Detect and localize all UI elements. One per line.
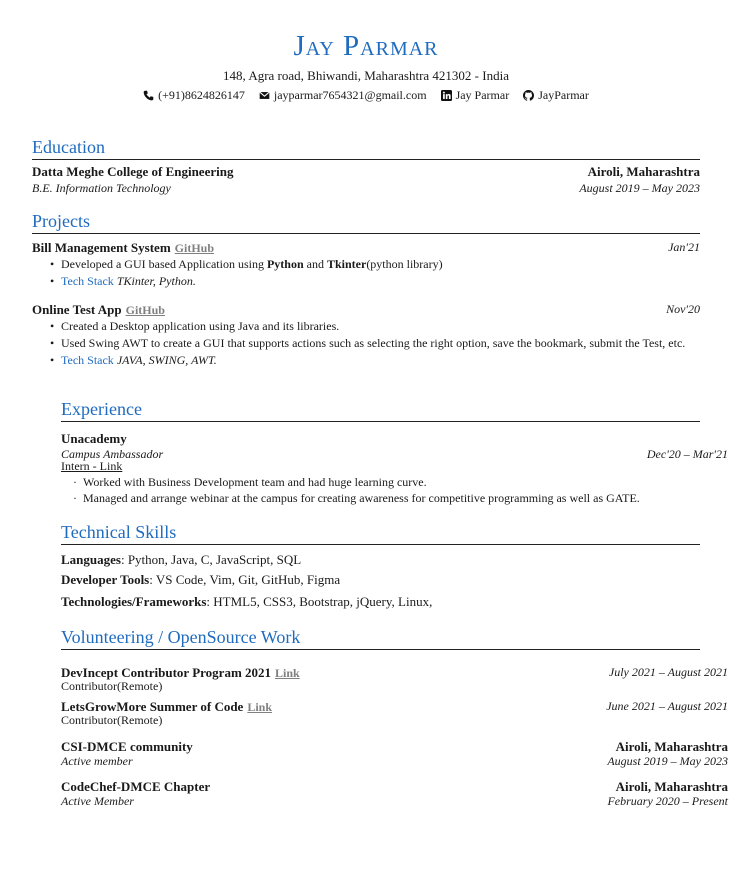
- education-degree: B.E. Information Technology: [32, 181, 171, 195]
- tech-stack-label: Tech Stack: [61, 353, 114, 367]
- list-item: • Created a Desktop application using Java and its libraries.: [32, 319, 692, 333]
- linkedin-icon: [441, 90, 452, 101]
- list-item: [32, 274, 700, 288]
- education-rule: [32, 159, 700, 160]
- volunteering-rule: [61, 649, 700, 650]
- education-dates: August 2019 – May 2023: [579, 181, 700, 195]
- experience-dates: Dec'20 – Mar'21: [646, 447, 728, 461]
- list-item: • Used Swing AWT to create a GUI that supports actions such as selecting the right option, save the bookmark, submit the Test, etc.: [32, 336, 692, 350]
- volunteer-dates: February 2020 – Present: [607, 794, 728, 808]
- volunteer-title: LetsGrowMore Summer of Code: [61, 699, 244, 714]
- github-contact[interactable]: [523, 88, 589, 103]
- address: 148, Agra road, Bhiwandi, Maharashtra 421302 - India: [223, 68, 509, 83]
- project-date: Jan'21: [668, 240, 700, 254]
- project-title: Bill Management System: [32, 240, 171, 255]
- experience-heading: Experience: [61, 399, 142, 419]
- projects-rule: [32, 233, 700, 234]
- project-title: Online Test App: [32, 302, 122, 317]
- experience-company: Unacademy: [61, 431, 127, 446]
- tech-stack-value: JAVA, SWING, AWT.: [116, 353, 217, 367]
- resume-name: Jay Parmar: [293, 30, 439, 62]
- list-item: · Managed and arrange webinar at the campus for creating awareness for competitive programming as well as GATE.: [61, 491, 729, 505]
- email-contact[interactable]: [259, 88, 427, 103]
- skill-row-tools: Developer Tools: VS Code, Vim, Git, GitHub, Figma: [61, 572, 341, 587]
- education-school: Datta Meghe College of Engineering: [32, 164, 234, 179]
- volunteer-link[interactable]: Link: [275, 666, 300, 680]
- list-item: · Worked with Business Development team and had huge learning curve.: [61, 475, 729, 489]
- project-title-row: [32, 301, 165, 319]
- experience-type-link[interactable]: Intern - Link: [61, 459, 123, 473]
- volunteer-link[interactable]: Link: [247, 700, 273, 714]
- projects-heading: Projects: [32, 211, 90, 231]
- skills-heading: Technical Skills: [61, 522, 177, 542]
- volunteering-heading: Volunteering / OpenSource Work: [61, 627, 301, 647]
- contact-row: [0, 88, 732, 103]
- volunteer-dates: August 2019 – May 2023: [607, 754, 728, 768]
- skill-row-frameworks: Technologies/Frameworks: HTML5, CSS3, Bootstrap, jQuery, Linux,: [61, 594, 433, 609]
- volunteer-role: Active Member: [61, 794, 134, 808]
- tech-stack-value: TKinter, Python.: [116, 274, 196, 288]
- project-title-row: [32, 239, 214, 257]
- experience-points: [61, 475, 729, 505]
- volunteer-dates: July 2021 – August 2021: [608, 665, 728, 679]
- list-item: • Developed a GUI based Application using Python and Tkinter(python library): [32, 257, 700, 271]
- project-bullets: [32, 257, 700, 288]
- github-icon: [523, 90, 534, 101]
- linkedin-contact[interactable]: [441, 88, 510, 103]
- skill-row-languages: Languages: Python, Java, C, JavaScript, SQL: [61, 552, 302, 567]
- volunteer-title: CSI-DMCE community: [61, 739, 193, 754]
- volunteer-role: Contributor(Remote): [61, 679, 163, 693]
- project-github-link[interactable]: GitHub: [174, 241, 215, 255]
- volunteer-location: Airoli, Maharashtra: [615, 739, 728, 754]
- experience-rule: [61, 421, 700, 422]
- project-date: Nov'20: [666, 302, 700, 316]
- education-heading: Education: [32, 137, 105, 157]
- volunteer-role: Contributor(Remote): [61, 713, 163, 727]
- volunteer-role: Active member: [61, 754, 133, 768]
- volunteer-title: DevIncept Contributor Program 2021: [61, 665, 272, 680]
- skills-rule: [61, 544, 700, 545]
- phone-contact[interactable]: [143, 88, 245, 103]
- project-bullets: [32, 319, 692, 367]
- list-item: [32, 353, 692, 367]
- volunteer-location: Airoli, Maharashtra: [615, 779, 728, 794]
- project-github-link[interactable]: GitHub: [125, 303, 165, 317]
- volunteer-dates: June 2021 – August 2021: [606, 699, 728, 713]
- education-location: Airoli, Maharashtra: [587, 164, 700, 179]
- github-text: JayParmar: [538, 88, 589, 102]
- linkedin-text: Jay Parmar: [455, 88, 510, 102]
- phone-text: (+91)8624826147: [158, 88, 245, 102]
- experience-role: Campus Ambassador: [61, 447, 164, 461]
- tech-stack-label: Tech Stack: [61, 274, 114, 288]
- volunteer-title: CodeChef-DMCE Chapter: [61, 779, 211, 794]
- envelope-icon: [259, 90, 270, 101]
- phone-icon: [143, 90, 154, 101]
- email-text: jayparmar7654321@gmail.com: [273, 88, 427, 102]
